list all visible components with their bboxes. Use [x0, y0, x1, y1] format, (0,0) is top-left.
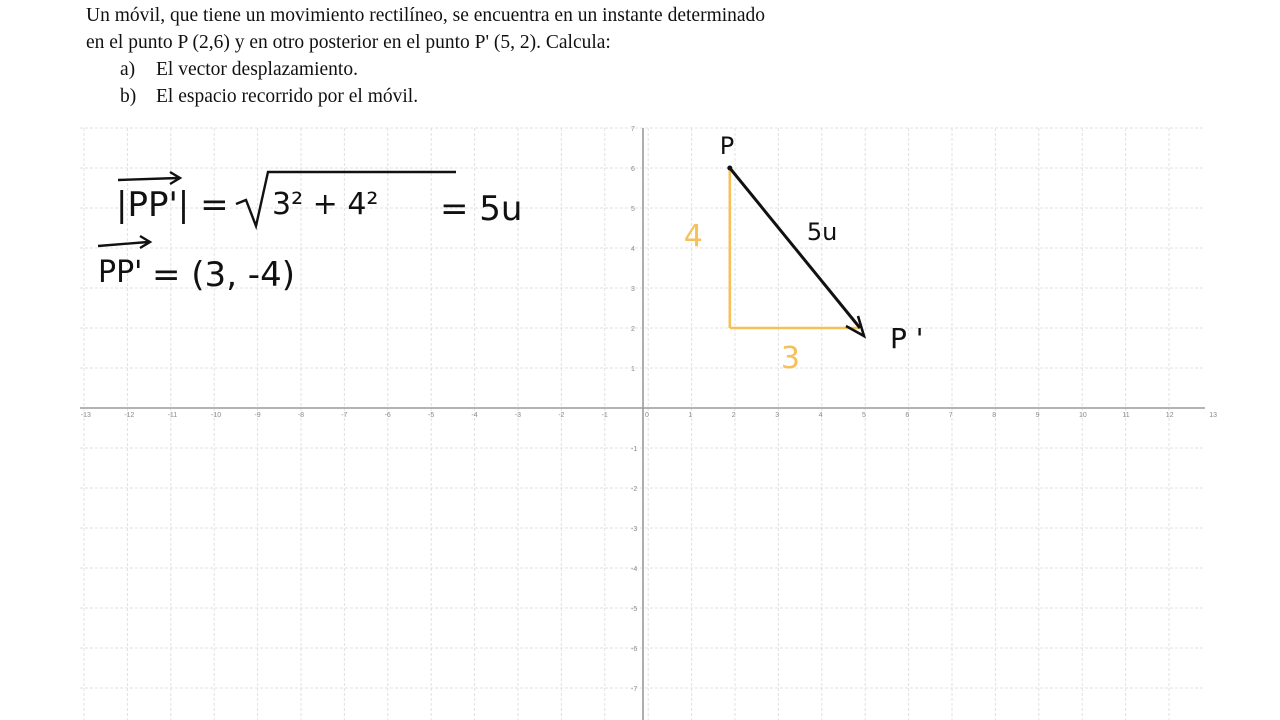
x-tick-label: 8	[992, 412, 997, 419]
magnitude-equation	[116, 172, 522, 229]
y-tick-label: 7	[631, 126, 635, 133]
x-tick-label: 0	[645, 412, 649, 419]
x-tick-label: -7	[341, 412, 348, 419]
y-tick-label: 3	[631, 286, 635, 293]
point-p-label: P	[719, 132, 735, 160]
x-tick-labels	[81, 412, 1217, 419]
x-tick-label: -8	[297, 412, 305, 419]
x-tick-label: -4	[471, 412, 478, 419]
y-tick-labels	[631, 86, 637, 693]
problem-line-1: Un móvil, que tiene un movimiento rectilíneo, se encuentra en un instante determinado	[86, 5, 766, 26]
x-tick-label: 7	[948, 412, 953, 419]
x-tick-label: 12	[1165, 412, 1174, 419]
point-p-marker	[727, 166, 732, 171]
vertical-leg-label: 4	[683, 219, 703, 254]
x-tick-label: 10	[1079, 412, 1087, 419]
x-tick-label: 13	[1209, 412, 1217, 419]
y-tick-label: -1	[631, 446, 638, 453]
horizontal-leg-label: 3	[780, 341, 800, 376]
x-tick-label: 6	[905, 412, 910, 419]
hypotenuse-label: 5u	[806, 218, 838, 246]
radicand: 3² + 4²	[272, 187, 379, 222]
components-lhs: PP'	[98, 255, 143, 290]
x-tick-label: 9	[1035, 412, 1040, 419]
x-tick-label: -9	[254, 412, 261, 419]
y-tick-label: -4	[631, 566, 638, 573]
problem-line-2: en el punto P (2,6) y en otro posterior en el punto P' (5, 2). Calcula:	[86, 32, 611, 53]
question-b-text: El espacio recorrido por el móvil.	[156, 86, 419, 107]
x-tick-label: -13	[80, 412, 91, 419]
x-tick-label: 3	[775, 412, 780, 419]
x-tick-label: -11	[167, 412, 178, 419]
components-rhs: = (3, -4)	[152, 255, 295, 295]
x-tick-label: -6	[384, 412, 391, 419]
question-a	[86, 56, 966, 83]
y-tick-label: 4	[631, 246, 635, 253]
magnitude-lhs: |PP'| =	[116, 185, 229, 225]
x-tick-label: -1	[601, 412, 608, 419]
x-tick-label: 1	[688, 412, 693, 419]
question-a-letter: a)	[120, 59, 136, 80]
y-tick-label: 2	[631, 326, 635, 333]
question-a-text: El vector desplazamiento.	[156, 59, 358, 80]
y-tick-label: -7	[631, 686, 638, 693]
question-b-letter: b)	[120, 86, 137, 107]
x-tick-label: 2	[731, 412, 736, 419]
y-tick-label: -5	[631, 606, 638, 613]
x-tick-label: -10	[211, 412, 222, 419]
x-tick-label: 5	[862, 412, 866, 419]
y-tick-label: -3	[631, 526, 638, 533]
magnitude-result: = 5u	[440, 189, 523, 229]
x-tick-label: -5	[428, 412, 435, 419]
problem-statement	[86, 2, 966, 110]
y-tick-label: 5	[631, 206, 635, 213]
x-tick-label: -2	[558, 412, 565, 419]
y-tick-label: -2	[631, 486, 638, 493]
components-vector-arrow	[98, 236, 150, 248]
x-tick-label: -3	[514, 412, 522, 419]
x-tick-label: 4	[818, 412, 823, 419]
vector-arrowhead	[846, 316, 864, 336]
x-tick-label: -12	[124, 412, 135, 419]
x-tick-label: 11	[1122, 412, 1130, 419]
y-tick-label: -6	[631, 646, 638, 653]
point-p-prime-label: P '	[890, 322, 924, 355]
y-tick-label: 1	[631, 366, 635, 373]
y-tick-label: 6	[631, 166, 635, 173]
question-b	[86, 83, 966, 110]
